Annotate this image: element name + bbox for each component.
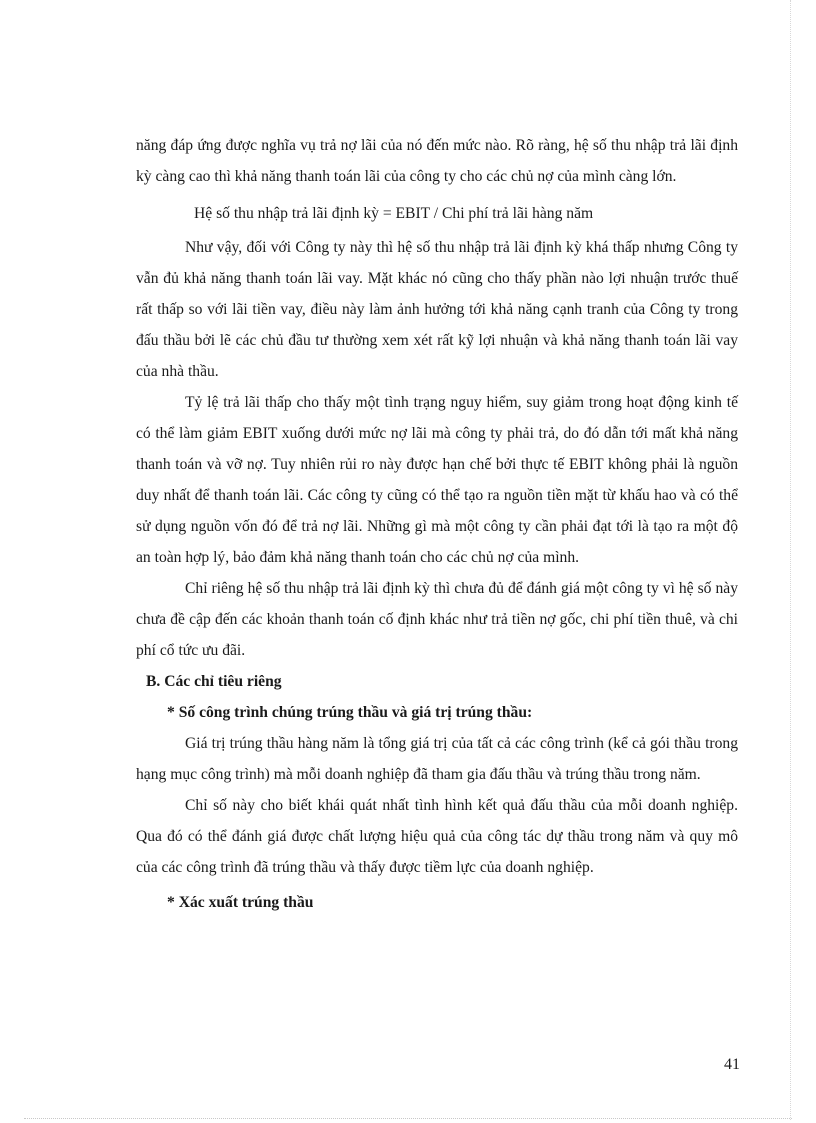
page-number: 41 [724, 1056, 740, 1073]
paragraph-interest-coverage-intro: năng đáp ứng được nghĩa vụ trả nợ lãi của nó đến mức nào. Rõ ràng, hệ số thu nhập trả lãi định kỳ càng cao thì khả năng thanh toán lãi của công ty cho các chủ nợ của mình càng lớn. [136, 137, 738, 185]
paragraph-company-assessment: Như vậy, đối với Công ty này thì hệ số thu nhập trả lãi định kỳ khá thấp nhưng Công ty vẫn đủ khả năng thanh toán lãi vay. Mặt khác nó cũng cho thấy phần nào lợi nhuận trước thuế rất thấp so với lãi tiền vay, điều này làm ảnh hưởng tới khả năng cạnh tranh của Công ty trong đấu thầu bởi lẽ các chủ đầu tư thường xem xét rất kỹ lợi nhuận và khả năng thanh toán lãi vay của nhà thầu. [136, 239, 738, 380]
paragraph-indicator-meaning: Chỉ số này cho biết khái quát nhất tình hình kết quả đấu thầu của mỗi doanh nghiệp. Qua đó có thể đánh giá được chất lượng hiệu quả của công tác dự thầu trong năm và quy mô của các công trình đã trúng thầu và thấy được tiềm lực của doanh nghiệp. [136, 797, 738, 876]
page-bottom-border [24, 1118, 792, 1119]
formula-interest-coverage: Hệ số thu nhập trả lãi định kỳ = EBIT / Chi phí trả lãi hàng năm [194, 205, 594, 222]
paragraph-ratio-limitation: Chỉ riêng hệ số thu nhập trả lãi định kỳ thì chưa đủ để đánh giá một công ty vì hệ số này chưa đề cập đến các khoản thanh toán cố định khác như trả tiền nợ gốc, chi phí tiền thuê, và chi phí cổ tức ưu đãi. [136, 580, 738, 659]
section-heading-specific-indicators: B. Các chỉ tiêu riêng [146, 673, 282, 690]
subheading-win-probability: * Xác xuất trúng thầu [167, 894, 314, 911]
page-right-border [790, 0, 791, 1120]
page-content [136, 130, 738, 918]
subheading-winning-bids: * Số công trình chúng trúng thầu và giá trị trúng thầu: [167, 704, 533, 721]
paragraph-low-ratio-risk: Tỷ lệ trả lãi thấp cho thấy một tình trạng nguy hiểm, suy giảm trong hoạt động kinh tế có thể làm giảm EBIT xuống dưới mức nợ lãi mà công ty phải trả, do đó dẫn tới mất khả năng thanh toán và vỡ nợ. Tuy nhiên rủi ro này được hạn chế bởi thực tế EBIT không phải là nguồn duy nhất để thanh toán lãi. Các công ty cũng có thể tạo ra nguồn tiền mặt từ khấu hao và có thể sử dụng nguồn vốn đó để trả nợ lãi. Những gì mà một công ty cần phải đạt tới là tạo ra một độ an toàn hợp lý, bảo đảm khả năng thanh toán cho các chủ nợ của mình. [136, 394, 738, 566]
paragraph-annual-bid-value: Giá trị trúng thầu hàng năm là tổng giá trị của tất cả các công trình (kể cả gói thầu trong hạng mục công trình) mà mỗi doanh nghiệp đã tham gia đấu thầu và trúng thầu trong năm. [136, 735, 738, 783]
